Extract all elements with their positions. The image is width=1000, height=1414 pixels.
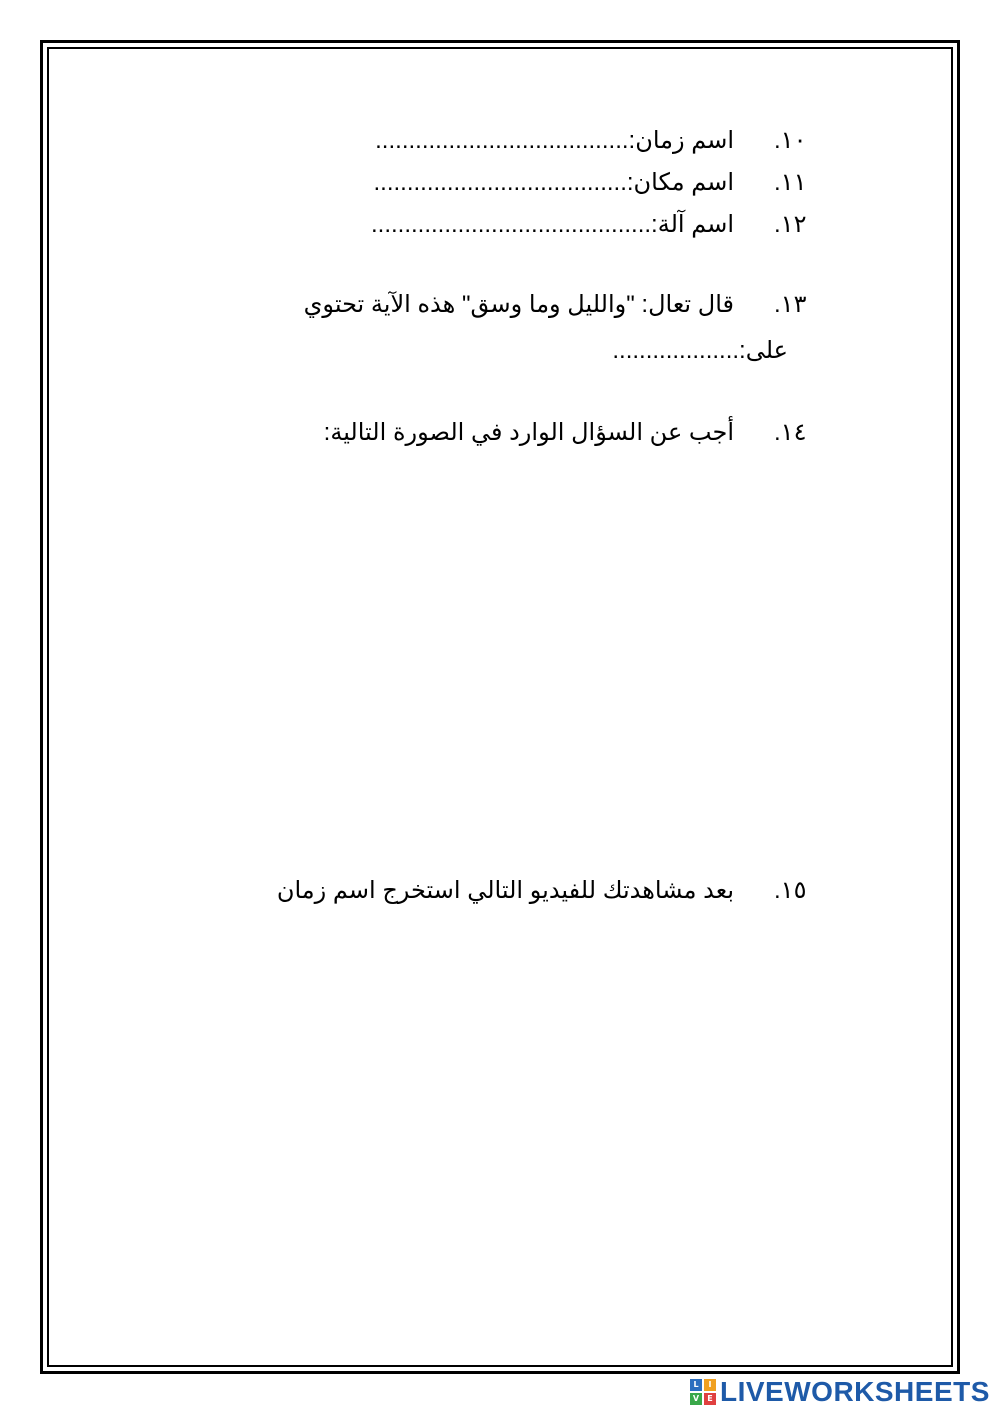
question-number: ١١. xyxy=(774,169,807,196)
question-12 xyxy=(371,210,820,240)
question-14 xyxy=(324,418,820,448)
question-text: اسم آلة:.......................................... xyxy=(371,211,734,238)
question-text: اسم زمان:...................................... xyxy=(375,127,734,154)
question-text-continuation: على:................... xyxy=(612,337,788,364)
question-text: قال تعال: "والليل وما وسق" هذه الآية تحتوي xyxy=(303,291,734,318)
question-13 xyxy=(304,290,820,320)
question-number: ١٤. xyxy=(774,419,807,446)
logo-tile: I xyxy=(704,1379,716,1391)
logo-tile: E xyxy=(704,1393,716,1405)
page-border-inner xyxy=(47,47,953,1367)
question-text: بعد مشاهدتك للفيديو التالي استخرج اسم زمان xyxy=(276,877,734,904)
question-text: أجب عن السؤال الوارد في الصورة التالية: xyxy=(323,419,734,446)
logo-icon xyxy=(690,1379,716,1405)
question-15 xyxy=(277,876,820,906)
question-number: ١٠. xyxy=(774,127,807,154)
question-number: ١٢. xyxy=(774,211,807,238)
question-number: ١٥. xyxy=(774,877,807,904)
logo-tile: L xyxy=(690,1379,702,1391)
question-number: ١٣. xyxy=(774,291,807,318)
question-10 xyxy=(375,126,820,156)
brand-name: LIVEWORKSHEETS xyxy=(720,1376,990,1407)
question-13-continuation xyxy=(612,336,788,366)
question-11 xyxy=(373,168,820,198)
liveworksheets-logo xyxy=(690,1377,990,1407)
logo-tile: V xyxy=(690,1393,702,1405)
question-text: اسم مكان:...................................... xyxy=(373,169,734,196)
